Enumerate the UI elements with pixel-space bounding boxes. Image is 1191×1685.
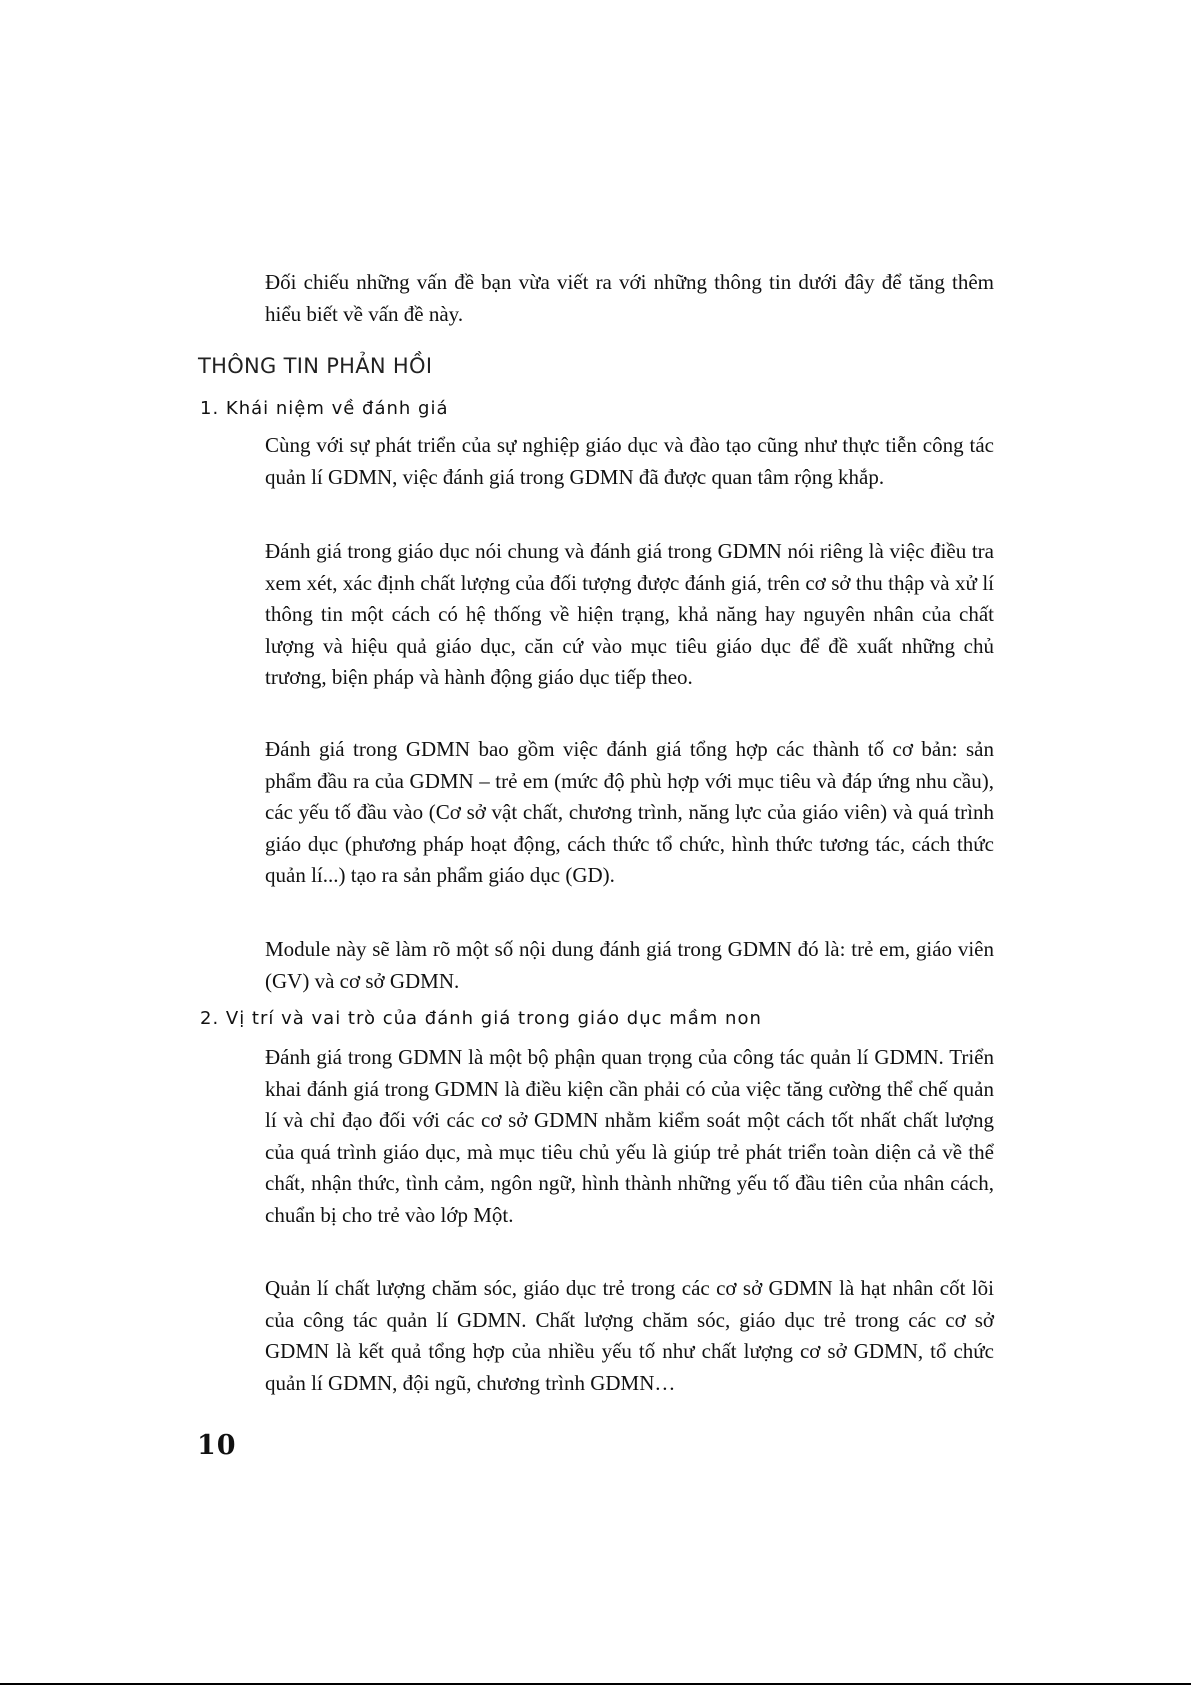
section-1-paragraph-2: Đánh giá trong giáo dục nói chung và đánh giá trong GDMN nói riêng là việc điều tra xem xét, xác định chất lượng của đối tượng được đánh giá, trên cơ sở thu thập và xử lí thông tin một cách có hệ thống về hiện trạng, khả năng hay nguyên nhân của chất lượng và hiệu quả giáo dục, căn cứ vào mục tiêu giáo dục để đề xuất những chủ trương, biện pháp và hành động giáo dục tiếp theo. [265,539,994,689]
section-label: THÔNG TIN PHẢN HỒI [198,354,433,378]
intro-paragraph: Đối chiếu những vấn đề bạn vừa viết ra với những thông tin dưới đây để tăng thêm hiểu biết về vấn đề này. [265,270,994,326]
section-2-paragraph-1: Đánh giá trong GDMN là một bộ phận quan trọng của công tác quản lí GDMN. Triển khai đánh giá trong GDMN là điều kiện cần phải có của việc tăng cường thể chế quản lí và chỉ đạo đối với các cơ sở GDMN nhằm kiểm soát một cách tốt nhất chất lượng của quá trình giáo dục, mà mục tiêu chủ yếu là giúp trẻ phát triển toàn diện cả về thể chất, nhận thức, tình cảm, ngôn ngữ, hình thành những yếu tố đầu tiên của nhân cách, chuẩn bị cho trẻ vào lớp Một. [265,1045,994,1227]
page-number: 10 [197,1430,237,1461]
section-1-heading: 1. Khái niệm về đánh giá [200,398,449,419]
section-1-paragraph-4: Module này sẽ làm rõ một số nội dung đánh giá trong GDMN đó là: trẻ em, giáo viên (GV) và cơ sở GDMN. [265,937,994,993]
section-1-paragraph-3: Đánh giá trong GDMN bao gồm việc đánh giá tổng hợp các thành tố cơ bản: sản phẩm đầu ra của GDMN – trẻ em (mức độ phù hợp với mục tiêu và đáp ứng nhu cầu), các yếu tố đầu vào (Cơ sở vật chất, chương trình, năng lực của giáo viên) và quá trình giáo dục (phương pháp hoạt động, cách thức tổ chức, hình thức tương tác, cách thức quản lí...) tạo ra sản phẩm giáo dục (GD). [265,737,994,887]
section-2-paragraph-2: Quản lí chất lượng chăm sóc, giáo dục trẻ trong các cơ sở GDMN là hạt nhân cốt lõi của công tác quản lí GDMN. Chất lượng chăm sóc, giáo dục trẻ trong các cơ sở GDMN là kết quả tổng hợp của nhiều yếu tố như chất lượng cơ sở GDMN, tổ chức quản lí GDMN, đội ngũ, chương trình GDMN… [265,1276,994,1395]
section-2-heading: 2. Vị trí và vai trò của đánh giá trong giáo dục mầm non [200,1008,762,1029]
section-1-paragraph-1: Cùng với sự phát triển của sự nghiệp giáo dục và đào tạo cũng như thực tiễn công tác quản lí GDMN, việc đánh giá trong GDMN đã được quan tâm rộng khắp. [265,433,994,489]
